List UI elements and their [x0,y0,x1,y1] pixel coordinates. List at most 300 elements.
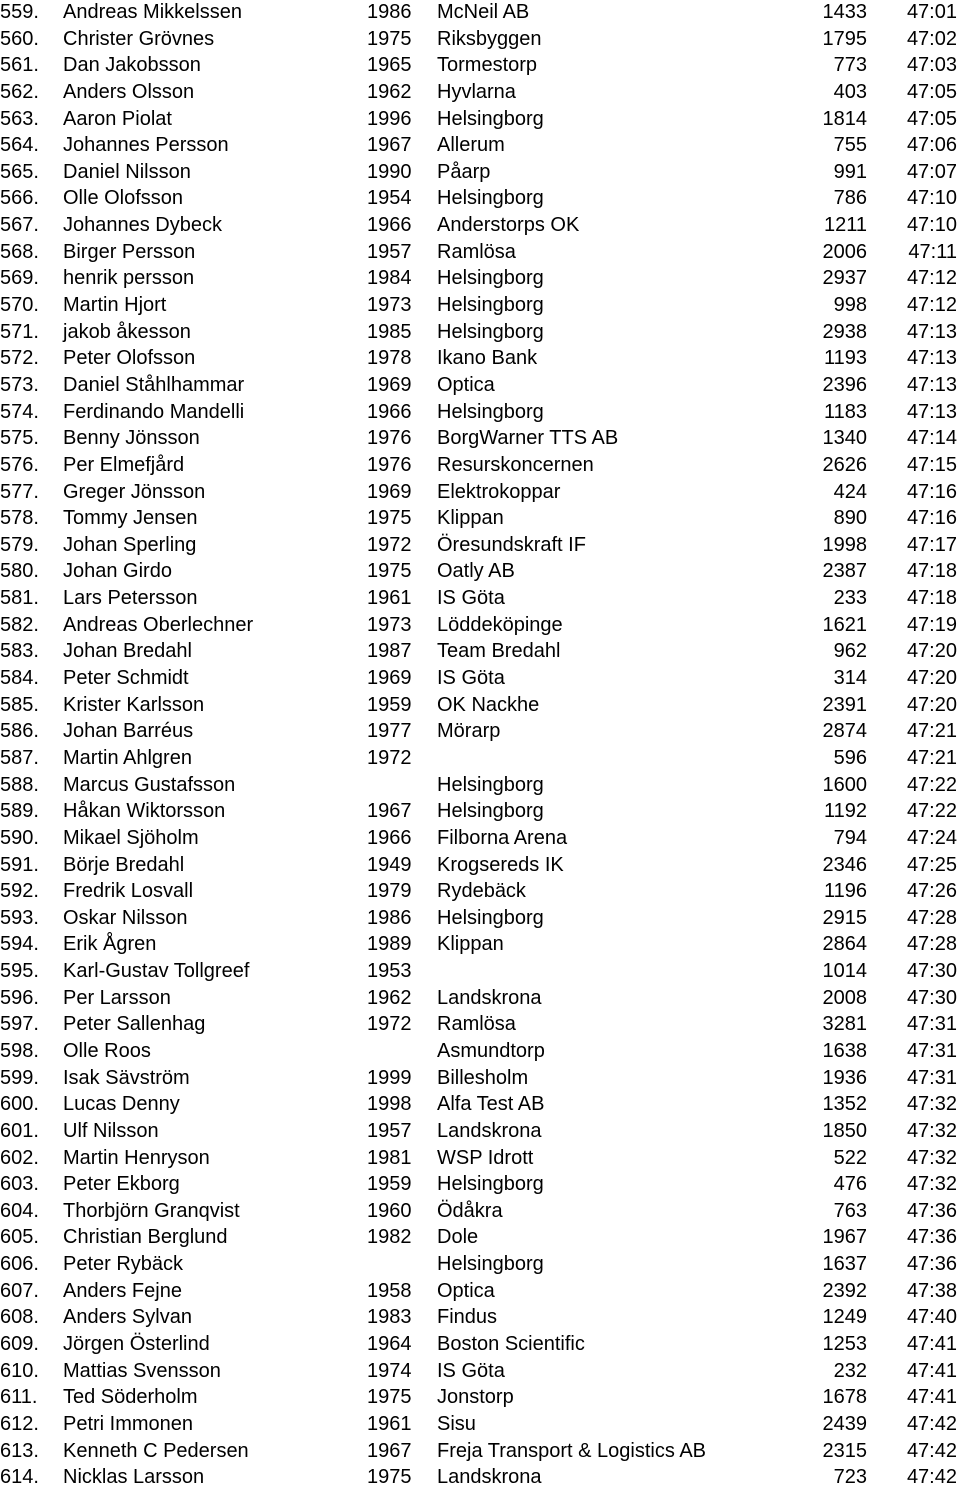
runner-name: Karl-Gustav Tollgreef [63,960,250,983]
finish-time: 47:31 [906,1039,957,1062]
club: Allerum [437,134,505,157]
club: Helsingborg [437,906,544,929]
result-row [0,1278,960,1305]
place: 568. [0,240,39,263]
club: Krogsereds IK [437,853,564,876]
place: 591. [0,853,39,876]
finish-time: 47:12 [906,267,957,290]
birth-year: 1976 [367,427,412,450]
club: Helsingborg [437,1173,544,1196]
runner-name: Isak Sävström [63,1066,190,1089]
finish-time: 47:26 [906,880,957,903]
club: Ramlösa [437,1013,516,1036]
bib-number: 1850 [822,1119,867,1142]
birth-year: 1972 [367,533,412,556]
runner-name: Tommy Jensen [63,507,198,530]
place: 596. [0,986,39,1009]
runner-name: Anders Olsson [63,80,195,103]
bib-number: 890 [833,507,867,530]
result-row [0,1411,960,1438]
place: 577. [0,480,39,503]
finish-time: 47:20 [906,667,957,690]
bib-number: 596 [833,746,867,769]
birth-year: 1966 [367,214,412,237]
runner-name: Johan Bredahl [63,640,192,663]
result-row [0,638,960,665]
club: Resurskoncernen [437,453,594,476]
place: 597. [0,1013,39,1036]
result-row [0,505,960,532]
bib-number: 1600 [822,773,867,796]
result-row [0,1038,960,1065]
finish-time: 47:12 [906,294,957,317]
finish-time: 47:18 [906,560,957,583]
result-row [0,265,960,292]
bib-number: 314 [833,667,867,690]
runner-name: Mattias Svensson [63,1359,221,1382]
birth-year: 1978 [367,347,412,370]
result-row [0,425,960,452]
birth-year: 1967 [367,800,412,823]
club: Helsingborg [437,400,544,423]
birth-year: 1972 [367,1013,412,1036]
result-row [0,452,960,479]
bib-number: 1183 [823,400,867,423]
place: 610. [0,1359,39,1382]
birth-year: 1974 [367,1359,412,1382]
bib-number: 2937 [822,267,867,290]
runner-name: Anders Sylvan [63,1306,192,1329]
result-row [0,106,960,133]
bib-number: 991 [833,160,867,183]
bib-number: 403 [833,80,867,103]
place: 606. [0,1253,39,1276]
bib-number: 2938 [822,320,867,343]
birth-year: 1982 [367,1226,412,1249]
runner-name: Kenneth C Pedersen [63,1439,249,1462]
place: 566. [0,187,39,210]
bib-number: 1638 [822,1039,867,1062]
birth-year: 1962 [367,80,412,103]
place: 608. [0,1306,39,1329]
runner-name: Johan Sperling [63,533,197,556]
club: Helsingborg [437,187,544,210]
runner-name: Olle Roos [63,1039,151,1062]
runner-name: Peter Sallenhag [63,1013,206,1036]
finish-time: 47:32 [906,1173,957,1196]
place: 583. [0,640,39,663]
place: 573. [0,373,39,396]
club: Landskrona [437,986,542,1009]
result-row [0,399,960,426]
runner-name: Martin Hjort [63,294,167,317]
club: Helsingborg [437,1253,544,1276]
bib-number: 2396 [822,373,867,396]
finish-time: 47:32 [906,1093,957,1116]
club: Alfa Test AB [437,1093,545,1116]
birth-year: 1990 [367,160,412,183]
bib-number: 1352 [822,1093,867,1116]
runner-name: Håkan Wiktorsson [63,800,226,823]
finish-time: 47:18 [906,587,957,610]
place: 594. [0,933,39,956]
finish-time: 47:41 [906,1359,957,1382]
bib-number: 1193 [823,347,867,370]
club: Findus [437,1306,498,1329]
runner-name: Ferdinando Mandelli [63,400,245,423]
finish-time: 47:16 [906,480,957,503]
place: 593. [0,906,39,929]
birth-year: 1953 [367,960,412,983]
runner-name: Andreas Oberlechner [63,613,254,636]
bib-number: 723 [833,1466,867,1489]
result-row [0,772,960,799]
runner-name: Jörgen Österlind [63,1333,210,1356]
runner-name: Christian Berglund [63,1226,228,1249]
birth-year: 1985 [367,320,412,343]
result-row [0,52,960,79]
result-row [0,212,960,239]
birth-year: 1958 [367,1279,412,1302]
finish-time: 47:19 [906,613,957,636]
finish-time: 47:05 [906,80,957,103]
finish-time: 47:21 [906,746,957,769]
runner-name: Per Larsson [63,986,171,1009]
place: 576. [0,453,39,476]
runner-name: Börje Bredahl [63,853,185,876]
bib-number: 998 [833,294,867,317]
finish-time: 47:13 [906,400,957,423]
result-row [0,319,960,346]
finish-time: 47:17 [906,533,957,556]
club: Öresundskraft IF [437,533,586,556]
club: Optica [437,1279,495,1302]
runner-name: Andreas Mikkelssen [63,1,242,23]
bib-number: 1340 [822,427,867,450]
club: Jonstorp [437,1386,514,1409]
birth-year: 1989 [367,933,412,956]
result-row [0,1438,960,1465]
place: 599. [0,1066,39,1089]
club: Påarp [437,160,491,183]
result-row [0,239,960,266]
place: 569. [0,267,39,290]
runner-name: Johan Barréus [63,720,194,743]
bib-number: 1936 [822,1066,867,1089]
runner-name: Daniel Nilsson [63,160,191,183]
bib-number: 1196 [823,880,867,903]
result-row [0,878,960,905]
bib-number: 522 [833,1146,867,1169]
place: 584. [0,667,39,690]
place: 562. [0,80,39,103]
place: 595. [0,960,39,983]
place: 590. [0,826,39,849]
finish-time: 47:30 [906,986,957,1009]
runner-name: Anders Fejne [63,1279,182,1302]
birth-year: 1961 [367,1412,412,1435]
result-row [0,1251,960,1278]
place: 603. [0,1173,39,1196]
result-row [0,985,960,1012]
place: 612. [0,1412,39,1435]
bib-number: 1678 [822,1386,867,1409]
bib-number: 794 [833,826,867,849]
finish-time: 47:32 [906,1146,957,1169]
birth-year: 1986 [367,1,412,23]
birth-year: 1986 [367,906,412,929]
birth-year: 1975 [367,560,412,583]
result-row [0,1384,960,1411]
bib-number: 233 [833,587,867,610]
club: Billesholm [437,1066,529,1089]
runner-name: Erik Ågren [63,933,157,956]
bib-number: 962 [833,640,867,663]
finish-time: 47:36 [906,1226,957,1249]
runner-name: Per Elmefjård [63,453,185,476]
bib-number: 2391 [822,693,867,716]
club: Freja Transport & Logistics AB [437,1439,707,1462]
runner-name: Daniel Ståhlhammar [63,373,245,396]
birth-year: 1967 [367,1439,412,1462]
birth-year: 1973 [367,294,412,317]
runner-name: Ted Söderholm [63,1386,198,1409]
club: Helsingborg [437,267,544,290]
result-row [0,692,960,719]
place: 580. [0,560,39,583]
finish-time: 47:32 [906,1119,957,1142]
runner-name: Peter Schmidt [63,667,189,690]
finish-time: 47:10 [906,187,957,210]
result-row [0,1198,960,1225]
runner-name: Dan Jakobsson [63,54,201,77]
runner-name: Lars Petersson [63,587,198,610]
result-row [0,931,960,958]
place: 571. [0,320,39,343]
club: Filborna Arena [437,826,568,849]
runner-name: Krister Karlsson [63,693,205,716]
result-row [0,185,960,212]
finish-time: 47:38 [906,1279,957,1302]
club: Landskrona [437,1466,542,1489]
club: Rydebäck [437,880,526,903]
club: Ramlösa [437,240,516,263]
place: 575. [0,427,39,450]
finish-time: 47:22 [906,773,957,796]
bib-number: 1998 [822,533,867,556]
result-row [0,1118,960,1145]
birth-year: 1969 [367,373,412,396]
birth-year: 1979 [367,880,412,903]
birth-year: 1967 [367,134,412,157]
place: 581. [0,587,39,610]
birth-year: 1957 [367,1119,412,1142]
result-row [0,26,960,53]
result-row [0,745,960,772]
runner-name: Greger Jönsson [63,480,206,503]
bib-number: 1814 [822,107,867,130]
birth-year: 1984 [367,267,412,290]
finish-time: 47:01 [906,1,957,23]
club: Klippan [437,933,504,956]
finish-time: 47:36 [906,1199,957,1222]
club: BorgWarner TTS AB [437,427,619,450]
place: 602. [0,1146,39,1169]
finish-time: 47:41 [906,1333,957,1356]
finish-time: 47:24 [906,826,957,849]
place: 560. [0,27,39,50]
finish-time: 47:03 [906,54,957,77]
club: Helsingborg [437,294,544,317]
club: Optica [437,373,495,396]
place: 567. [0,214,39,237]
club: Anderstorps OK [437,214,580,237]
club: Landskrona [437,1119,542,1142]
club: Team Bredahl [437,640,561,663]
finish-time: 47:41 [906,1386,957,1409]
club: Ödåkra [437,1199,503,1222]
result-row [0,1331,960,1358]
club: WSP Idrott [437,1146,534,1169]
bib-number: 1637 [822,1253,867,1276]
finish-time: 47:20 [906,640,957,663]
club: Helsingborg [437,773,544,796]
bib-number: 1621 [822,613,867,636]
place: 586. [0,720,39,743]
finish-time: 47:10 [906,214,957,237]
runner-name: Aaron Piolat [63,107,172,130]
bib-number: 476 [833,1173,867,1196]
runner-name: Martin Ahlgren [63,746,192,769]
birth-year: 1966 [367,400,412,423]
club: Oatly AB [437,560,515,583]
club: Tormestorp [437,54,538,77]
result-row [0,1171,960,1198]
club: Boston Scientific [437,1333,585,1356]
club: Mörarp [437,720,501,743]
result-row [0,558,960,585]
club: Helsingborg [437,320,544,343]
result-row [0,0,960,26]
club: Ikano Bank [437,347,538,370]
result-row [0,1145,960,1172]
birth-year: 1987 [367,640,412,663]
runner-name: Ulf Nilsson [63,1119,159,1142]
place: 592. [0,880,39,903]
runner-name: Peter Rybäck [63,1253,184,1276]
place: 607. [0,1279,39,1302]
result-row [0,665,960,692]
birth-year: 1964 [367,1333,412,1356]
birth-year: 1976 [367,453,412,476]
finish-time: 47:13 [906,320,957,343]
bib-number: 2874 [822,720,867,743]
bib-number: 2864 [822,933,867,956]
place: 563. [0,107,39,130]
place: 609. [0,1333,39,1356]
finish-time: 47:25 [906,853,957,876]
runner-name: Peter Ekborg [63,1173,180,1196]
finish-time: 47:31 [906,1013,957,1036]
birth-year: 1960 [367,1199,412,1222]
bib-number: 2346 [822,853,867,876]
finish-time: 47:42 [906,1466,957,1489]
result-row [0,718,960,745]
bib-number: 2392 [822,1279,867,1302]
place: 578. [0,507,39,530]
birth-year: 1975 [367,1466,412,1489]
runner-name: Birger Persson [63,240,196,263]
club: Elektrokoppar [437,480,561,503]
club: Löddeköpinge [437,613,563,636]
bib-number: 786 [833,187,867,210]
finish-time: 47:40 [906,1306,957,1329]
result-row [0,905,960,932]
runner-name: Lucas Denny [63,1093,180,1116]
bib-number: 1795 [822,27,867,50]
finish-time: 47:05 [906,107,957,130]
result-row [0,958,960,985]
birth-year: 1975 [367,507,412,530]
result-row [0,852,960,879]
club: Helsingborg [437,107,544,130]
runner-name: Olle Olofsson [63,187,184,210]
finish-time: 47:07 [906,160,957,183]
result-row [0,79,960,106]
bib-number: 2915 [822,906,867,929]
birth-year: 1969 [367,480,412,503]
finish-time: 47:30 [906,960,957,983]
result-row [0,1304,960,1331]
place: 614. [0,1466,39,1489]
bib-number: 2387 [822,560,867,583]
birth-year: 1996 [367,107,412,130]
club: IS Göta [437,1359,505,1382]
place: 605. [0,1226,39,1249]
bib-number: 2008 [822,986,867,1009]
bib-number: 1014 [822,960,867,983]
bib-number: 755 [833,134,867,157]
finish-time: 47:28 [906,906,957,929]
birth-year: 1972 [367,746,412,769]
club: McNeil AB [437,1,530,23]
place: 611. [0,1386,38,1409]
result-row [0,159,960,186]
finish-time: 47:31 [906,1066,957,1089]
birth-year: 1961 [367,587,412,610]
finish-time: 47:11 [908,240,957,263]
place: 561. [0,54,39,77]
runner-name: henrik persson [63,267,195,290]
runner-name: Nicklas Larsson [63,1466,205,1489]
birth-year: 1973 [367,613,412,636]
runner-name: Fredrik Losvall [63,880,194,903]
bib-number: 424 [833,480,867,503]
place: 598. [0,1039,39,1062]
result-row [0,292,960,319]
finish-time: 47:13 [906,373,957,396]
finish-time: 47:06 [906,134,957,157]
place: 559. [0,1,39,23]
place: 564. [0,134,39,157]
birth-year: 1966 [367,826,412,849]
runner-name: Martin Henryson [63,1146,210,1169]
birth-year: 1998 [367,1093,412,1116]
place: 565. [0,160,39,183]
runner-name: Oskar Nilsson [63,906,188,929]
bib-number: 1211 [823,214,867,237]
place: 570. [0,294,39,317]
